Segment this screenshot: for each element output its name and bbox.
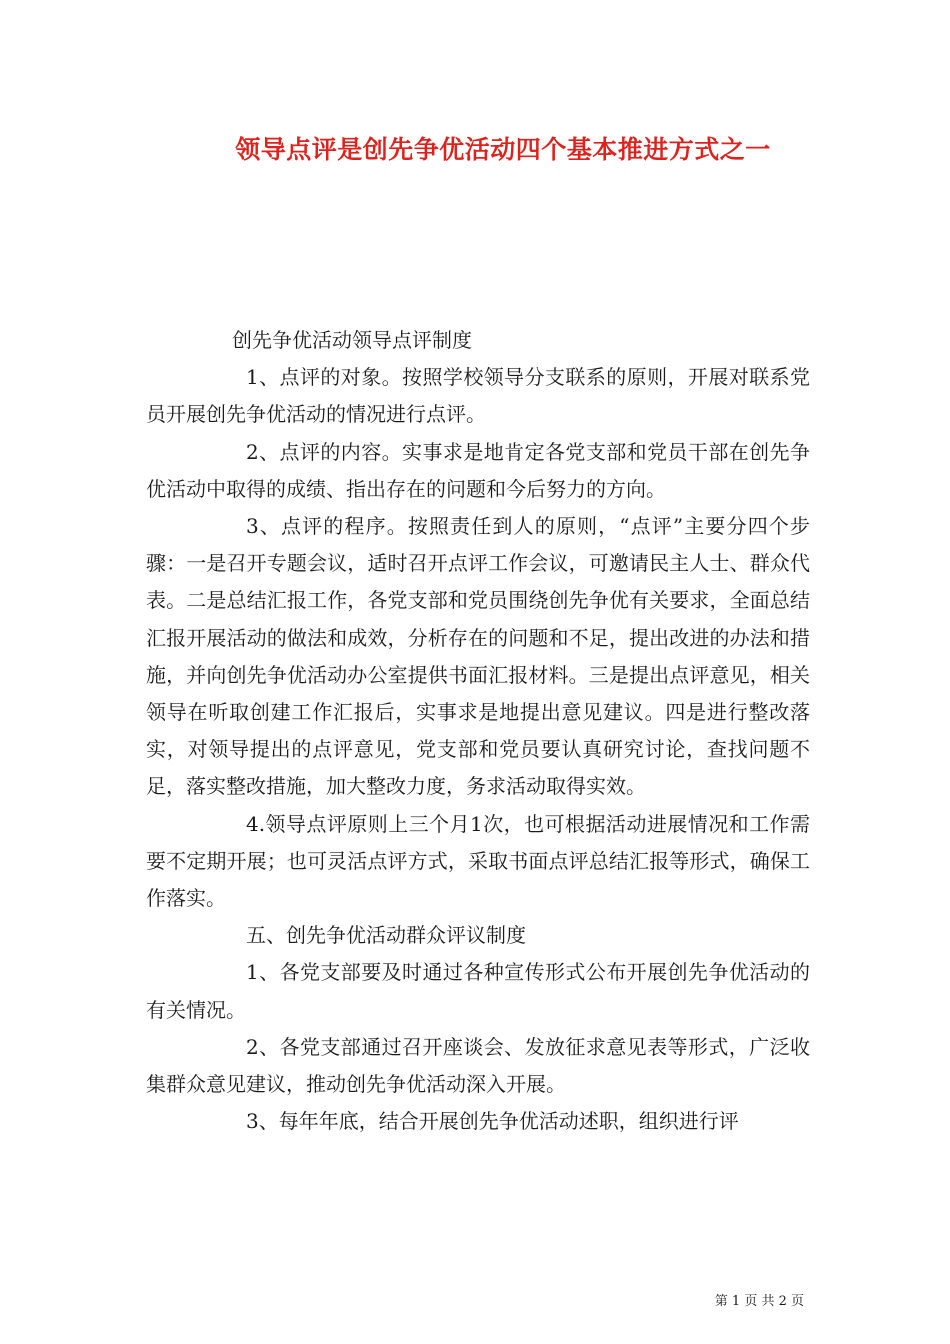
paragraph: 1、各党支部要及时通过各种宣传形式公布开展创先争优活动的有关情况。	[146, 960, 810, 1022]
paragraph: 3、每年年底，结合开展创先争优活动述职，组织进行评	[246, 1109, 739, 1134]
paragraph-heading: 创先争优活动领导点评制度	[232, 328, 472, 352]
document-body	[146, 322, 810, 1140]
page-number-footer: 第 1 页 共 2 页	[714, 1294, 804, 1309]
paragraph: 2、各党支部通过召开座谈会、发放征求意见表等形式，广泛收集群众意见建议，推动创先争优活动深入开展。	[146, 1034, 810, 1097]
section-heading: 五、创先争优活动群众评议制度	[246, 923, 526, 948]
document-title: 领导点评是创先争优活动四个基本推进方式之一	[235, 135, 771, 164]
paragraph: 3、点评的程序。按照责任到人的原则，“点评”主要分四个步骤：一是召开专题会议，适时召开点评工作会议，可邀请民主人士、群众代表。二是总结汇报工作，各党支部和党员围绕创先争优有关要求，全面总结汇报开展活动的做法和成效，分析存在的问题和不足，提出改进的办法和措施，并向创先争优活动办公室提供书面汇报材料。三是提出点评意见，相关领导在听取创建工作汇报后，实事求是地提出意见建议。四是进行整改落实，对领导提出的点评意见，党支部和党员要认真研究讨论，查找问题不足，落实整改措施，加大整改力度，务求活动取得实效。	[146, 514, 810, 799]
paragraph: 2、点评的内容。实事求是地肯定各党支部和党员干部在创先争优活动中取得的成绩、指出存在的问题和今后努力的方向。	[146, 439, 810, 501]
paragraph: 1、点评的对象。按照学校领导分支联系的原则，开展对联系党员开展创先争优活动的情况进行点评。	[146, 365, 810, 427]
paragraph: 4.领导点评原则上三个月1次，也可根据活动进展情况和工作需要不定期开展；也可灵活点评方式，采取书面点评总结汇报等形式，确保工作落实。	[146, 811, 810, 911]
